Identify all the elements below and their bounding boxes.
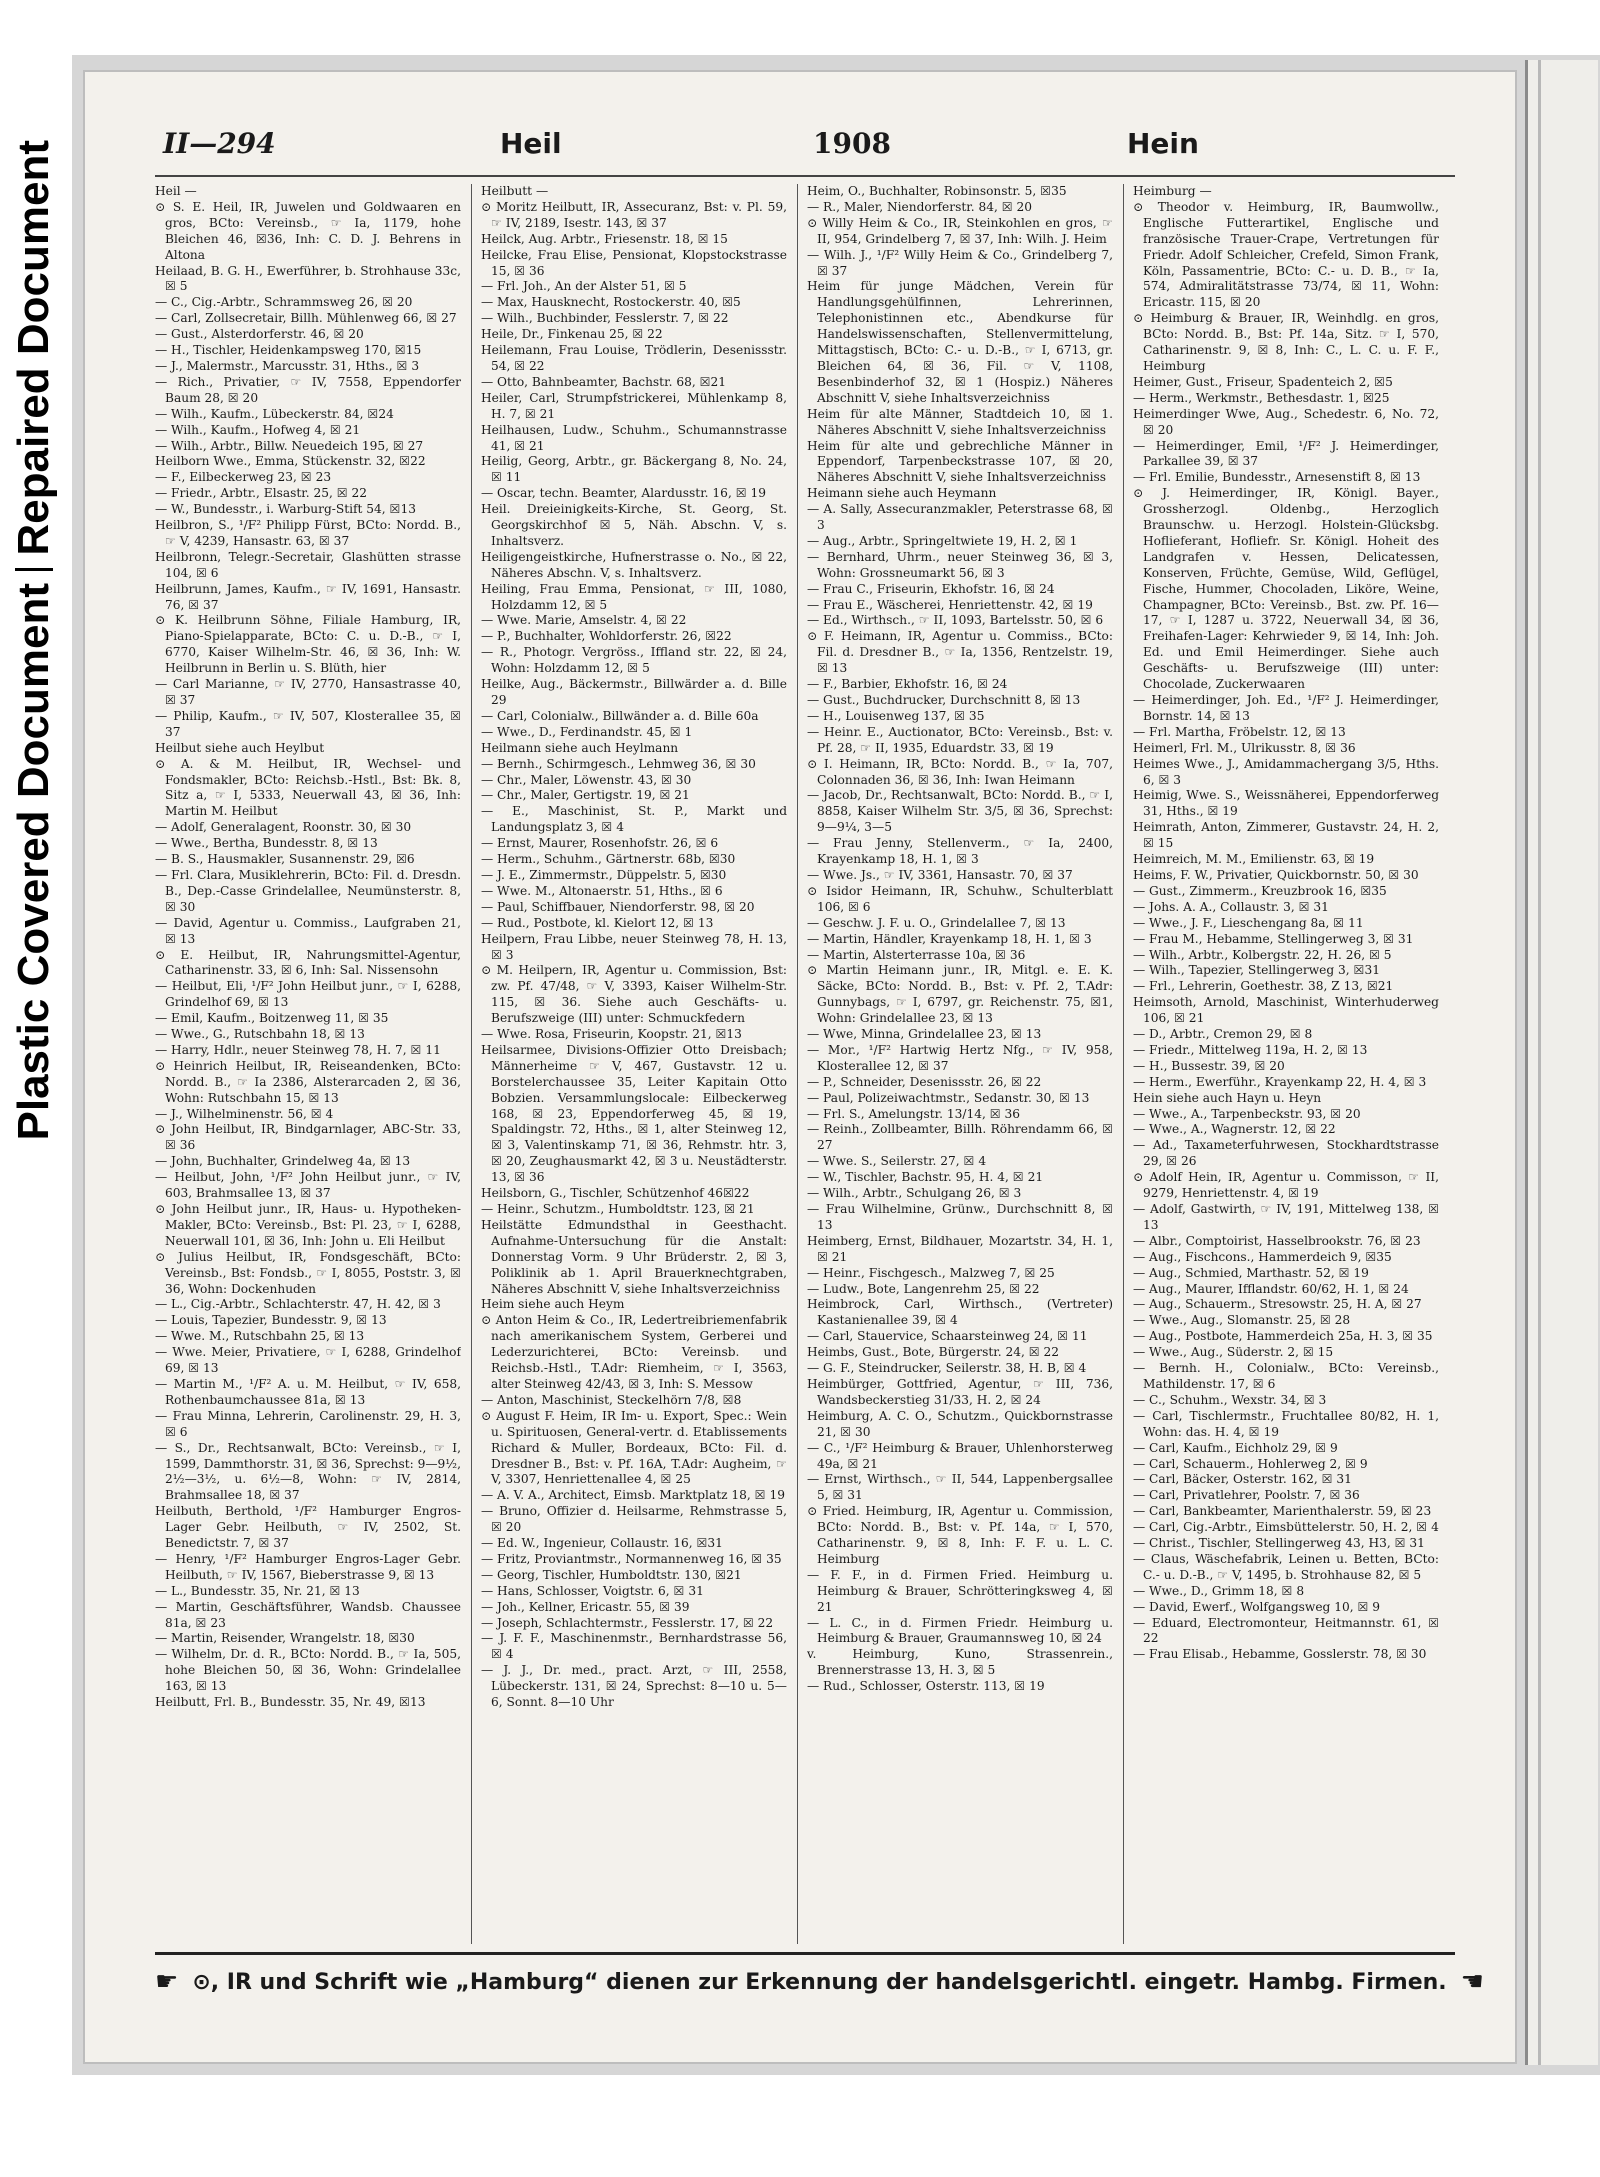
directory-entry: — Frau Jenny, Stellenverm., ☞ Ia, 2400, Krayenkamp 18, H. 1, ☒ 3 xyxy=(807,836,1113,867)
next-page-edge xyxy=(1525,60,1598,2065)
directory-entry: — Herm., Werkmstr., Bethesdastr. 1, ☒25 xyxy=(1133,390,1390,405)
directory-entry: Heile, Dr., Finkenau 25, ☒ 22 xyxy=(481,327,663,342)
directory-entry: — Wwe., Aug., Slomanstr. 25, ☒ 28 xyxy=(1133,1313,1351,1328)
directory-entry: Heimberg, Ernst, Bildhauer, Mozartstr. 34, H. 1, ☒ 21 xyxy=(807,1233,1113,1264)
directory-entry: — Wwe. M., Rutschbahn 25, ☒ 13 xyxy=(155,1329,365,1344)
directory-entry: — Gust., Zimmerm., Kreuzbrook 16, ☒35 xyxy=(1133,883,1387,898)
directory-entry: ⊙ Heinrich Heilbut, IR, Reiseandenken, BCto: Nordd. B., ☞ Ia 2386, Alsterarcaden 2, ☒ 36, Wohn: Rutschbahn 15, ☒ 13 xyxy=(155,1058,461,1105)
directory-entry: — Anton, Maschinist, Steckelhörn 7/8, ☒8 xyxy=(481,1392,742,1407)
directory-entry: — Bruno, Offizier d. Heilsarme, Rehmstrasse 5, ☒ 20 xyxy=(481,1504,787,1535)
directory-entry: — Wwe. S., Seilerstr. 27, ☒ 4 xyxy=(807,1154,987,1169)
directory-entry: — P., Schneider, Desenissstr. 26, ☒ 22 xyxy=(807,1074,1042,1089)
directory-entry: — D., Arbtr., Cremon 29, ☒ 8 xyxy=(1133,1027,1313,1042)
directory-entry: — Heimerdinger, Emil, ¹/F² J. Heimerdinger, Parkallee 39, ☒ 37 xyxy=(1133,438,1439,469)
directory-entry: — P., Buchhalter, Wohldorferstr. 26, ☒22 xyxy=(481,629,732,644)
directory-entry: — Henry, ¹/F² Hamburger Engros-Lager Gebr. Heilbuth, ☞ IV, 1567, Bieberstrasse 9, ☒ 13 xyxy=(155,1551,461,1582)
directory-entry: — Wwe., D., Grimm 18, ☒ 8 xyxy=(1133,1583,1305,1598)
directory-entry: — R., Photogr. Vergröss., Iffland str. 22, ☒ 24, Wohn: Holzdamm 12, ☒ 5 xyxy=(481,645,787,676)
directory-entry: — Carl, Bäcker, Osterstr. 162, ☒ 31 xyxy=(1133,1472,1352,1487)
directory-entry: — Ludw., Bote, Langenrehm 25, ☒ 22 xyxy=(807,1281,1040,1296)
directory-entry: — Wilh., Arbtr., Kolbergstr. 22, H. 26, ☒ 5 xyxy=(1133,947,1392,962)
directory-entry: — Gust., Buchdrucker, Durchschnitt 8, ☒ 13 xyxy=(807,693,1081,707)
directory-entry: — Chr., Maler, Löwenstr. 43, ☒ 30 xyxy=(481,772,692,787)
directory-entry: — Martin, Händler, Krayenkamp 18, H. 1, ☒ 3 xyxy=(807,931,1092,946)
directory-entry: — Herm., Schuhm., Gärtnerstr. 68b, ☒30 xyxy=(481,852,736,867)
directory-entry: — Wilh. J., ¹/F² Willy Heim & Co., Grindelberg 7, ☒ 37 xyxy=(807,247,1113,278)
directory-entry: — Carl, Privatlehrer, Poolstr. 7, ☒ 36 xyxy=(1133,1488,1360,1503)
header-rule xyxy=(155,175,1455,177)
directory-entry: — Carl, Colonialw., Billwänder a. d. Bille 60a xyxy=(481,708,759,723)
directory-entry: — W., Bundesstr., i. Warburg-Stift 54, ☒13 xyxy=(155,502,416,517)
directory-entry: Heilbutt, Frl. B., Bundesstr. 35, Nr. 49, ☒13 xyxy=(155,1695,426,1710)
directory-entry: — Wwe., J. F., Lieschengang 8a, ☒ 11 xyxy=(1133,915,1364,930)
directory-entry: — Wilh., Tapezier, Stellingerweg 3, ☒31 xyxy=(1133,963,1380,978)
directory-entry: ⊙ Martin Heimann junr., IR, Mitgl. e. E. K. Säcke, BCto: Nordd. B., Bst: v. Pf. 2, T.Adr: Gunnybags, ☞ I, 6797, gr. Reichenstr. 75, ☒1, Wohn: Grindelallee 23, ☒ 13 xyxy=(807,963,1113,1026)
directory-entry: — Wwe., Bertha, Bundesstr. 8, ☒ 13 xyxy=(155,836,378,851)
directory-entry: Heilstätte Edmundsthal in Geesthacht. Aufnahme-Untersuchung für die Anstalt: Donnerstag Vorm. 9 Uhr Brüderstr. 2, ☒ 3, Poliklinik ab 1. April Brauerknechtgraben, Näheres Abschnitt V, siehe Inhaltsverzeichniss xyxy=(481,1217,787,1296)
directory-entry: — Carl, Cig.-Arbtr., Eimsbüttelerstr. 50, H. 2, ☒ 4 xyxy=(1133,1520,1439,1535)
directory-entry: — Friedr., Mittelweg 119a, H. 2, ☒ 13 xyxy=(1133,1042,1368,1057)
directory-entry: — Emil, Kaufm., Boitzenweg 11, ☒ 35 xyxy=(155,1011,389,1026)
directory-entry: — Frau Wilhelmine, Grünw., Durchschnitt 8, ☒ 13 xyxy=(807,1202,1113,1232)
directory-entry: Hein siehe auch Hayn u. Heyn xyxy=(1133,1090,1322,1105)
directory-entry: ⊙ Theodor v. Heimburg, IR, Baumwollw., Englische Futterartikel, Englische und französische Trauer-Crape, Vertretungen für Friedr. Adolf Schleicher, Crefeld, Simon Frank, Köln, Passamentrie, BCto: C.- u. D. B., ☞ Ia, 574, Admiralitätstrasse 73/74, ☒ 11, Wohn: Ericastr. 115, ☒ 20 xyxy=(1133,199,1439,310)
directory-entry: ⊙ E. Heilbut, IR, Nahrungsmittel-Agentur, Catharinenstr. 33, ☒ 6, Inh: Sal. Nissensohn xyxy=(155,947,461,978)
directory-entry: — Wilh., Kaufm., Lübeckerstr. 84, ☒24 xyxy=(155,406,394,421)
directory-entry: — Friedr., Arbtr., Elsastr. 25, ☒ 22 xyxy=(155,486,368,501)
directory-entry: ⊙ S. E. Heil, IR, Juwelen und Goldwaaren en gros, BCto: Vereinsb., ☞ Ia, 1179, hohe Bleichen 46, ☒36, Inh: C. D. J. Behrens in Altona xyxy=(155,199,461,262)
directory-entry: — Wwe., A., Wagnerstr. 12, ☒ 22 xyxy=(1133,1122,1336,1137)
directory-entry: — Wwe. Rosa, Friseurin, Koopstr. 21, ☒13 xyxy=(481,1027,742,1042)
directory-entry: — Carl, Kaufm., Eichholz 29, ☒ 9 xyxy=(1133,1440,1338,1455)
directory-entry: Heilcke, Frau Elise, Pensionat, Klopstockstrasse 15, ☒ 36 xyxy=(481,247,787,278)
directory-entry: — F., Eilbeckerweg 23, ☒ 23 xyxy=(155,470,332,485)
directory-entry: ⊙ A. & M. Heilbut, IR, Wechsel- und Fondsmakler, BCto: Reichsb.-Hstl., Bst: Bk. 8, Sitz a, ☞ I, 5333, Neuerwall 43, ☒ 36, Inh: Martin M. Heilbut xyxy=(155,756,461,819)
directory-entry: Heilpern, Frau Libbe, neuer Steinweg 78, H. 13, ☒ 3 xyxy=(481,931,787,962)
directory-entry: Heilaad, B. G. H., Ewerführer, b. Strohhause 33c, ☒ 5 xyxy=(155,263,461,294)
directory-entry: — Carl, Stauervice, Schaarsteinweg 24, ☒ 11 xyxy=(807,1329,1088,1344)
directory-entry: — R., Maler, Niendorferstr. 84, ☒ 20 xyxy=(807,199,1033,214)
side-label-repaired: Repaired Document xyxy=(9,140,58,556)
directory-entry: — E., Maschinist, St. P., Markt und Landungsplatz 3, ☒ 4 xyxy=(481,804,787,835)
directory-entry: — Wilhelm, Dr. d. R., BCto: Nordd. B., ☞ Ia, 505, hohe Bleichen 50, ☒ 36, Wohn: Grindelallee 163, ☒ 13 xyxy=(155,1647,461,1694)
document-page xyxy=(85,72,1515,2062)
directory-entry: — A. Sally, Assecuranzmakler, Peterstrasse 68, ☒ 3 xyxy=(807,502,1113,533)
directory-entry: — Heinr., Schutzm., Humboldtstr. 123, ☒ 21 xyxy=(481,1202,755,1216)
directory-entry: — Eduard, Electromonteur, Heitmannstr. 61, ☒ 22 xyxy=(1133,1615,1439,1646)
directory-entry: — Aug., Schmied, Marthastr. 52, ☒ 19 xyxy=(1133,1265,1369,1280)
directory-entry: — Wwe., G., Rutschbahn 18, ☒ 13 xyxy=(155,1027,365,1042)
directory-entry: ⊙ M. Heilpern, IR, Agentur u. Commission, Bst: zw. Pf. 47/48, ☞ V, 3393, Kaiser Wilhelm-Str. 115, ☒ 36. Siehe auch Geschäfts- u. Berufszweige (III) unter: Schmuckfedern xyxy=(481,963,787,1026)
directory-entry: ⊙ Isidor Heimann, IR, Schuhw., Schulterblatt 106, ☒ 6 xyxy=(807,883,1113,914)
directory-entry: ⊙ Heimburg & Brauer, IR, Weinhdlg. en gros, BCto: Nordd. B., Bst: Pf. 14a, Sitz. ☞ I, 570, Catharinenstr. 9, ☒ 8, Inh: C., L. C. u. F. F., Heimburg xyxy=(1133,311,1439,373)
directory-entry: — Ed., Wirthsch., ☞ II, 1093, Bartelsstr. 50, ☒ 6 xyxy=(807,613,1104,628)
directory-entry: — Rud., Postbote, kl. Kielort 12, ☒ 13 xyxy=(481,915,714,930)
directory-entry: Heimbrock, Carl, Wirthsch., (Vertreter) Kastanienallee 39, ☒ 4 xyxy=(807,1297,1113,1328)
directory-entry: — Aug., Fischcons., Hammerdeich 9, ☒35 xyxy=(1133,1249,1392,1264)
directory-entry: — Louis, Tapezier, Bundesstr. 9, ☒ 13 xyxy=(155,1313,387,1328)
directory-entry: Heilbuth, Berthold, ¹/F² Hamburger Engros-Lager Gebr. Heilbuth, ☞ IV, 2502, St. Benedictstr. 7, ☒ 37 xyxy=(155,1504,461,1551)
directory-entry: — Mor., ¹/F² Hartwig Hertz Nfg., ☞ IV, 958, Klosterallee 12, ☒ 37 xyxy=(807,1042,1113,1073)
directory-entry: — Heinr. E., Auctionator, BCto: Vereinsb., Bst: v. Pf. 28, ☞ II, 1935, Eduardstr. 33, ☒ 19 xyxy=(807,724,1113,755)
column-divider xyxy=(797,184,798,1944)
directory-entry: Heiler, Carl, Strumpfstrickerei, Mühlenkamp 8, H. 7, ☒ 21 xyxy=(481,390,787,421)
directory-entry: Heimreich, M. M., Emilienstr. 63, ☒ 19 xyxy=(1133,852,1375,867)
directory-entry: — Frau Minna, Lehrerin, Carolinenstr. 29, H. 3, ☒ 6 xyxy=(155,1408,461,1439)
directory-entry: — Wwe., A., Tarpenbeckstr. 93, ☒ 20 xyxy=(1133,1106,1361,1121)
directory-entry: Heilbutt — xyxy=(481,184,549,198)
directory-entry: Heilemann, Frau Louise, Trödlerin, Desenissstr. 54, ☒ 22 xyxy=(481,343,787,373)
directory-entry: Heimrath, Anton, Zimmerer, Gustavstr. 24, H. 2, ☒ 15 xyxy=(1133,820,1439,851)
directory-entry: — J., Wilhelminenstr. 56, ☒ 4 xyxy=(155,1106,334,1121)
directory-entry: Heimer, Gust., Friseur, Spadenteich 2, ☒5 xyxy=(1133,374,1393,389)
column-divider xyxy=(471,184,472,1944)
directory-entry: — F., Barbier, Ekhofstr. 16, ☒ 24 xyxy=(807,677,1008,692)
directory-entry: Heimbürger, Gottfried, Agentur, ☞ III, 736, Wandsbeckerstieg 31/33, H. 2, ☒ 24 xyxy=(807,1376,1113,1407)
directory-entry: — H., Bussestr. 39, ☒ 20 xyxy=(1133,1058,1285,1073)
directory-entry: — Wwe., D., Ferdinandstr. 45, ☒ 1 xyxy=(481,724,693,739)
directory-entry: — Martin, Alsterterrasse 10a, ☒ 36 xyxy=(807,947,1026,962)
directory-entry: — Martin M., ¹/F² A. u. M. Heilbut, ☞ IV, 658, Rothenbaumchaussee 81a, ☒ 13 xyxy=(155,1376,461,1407)
side-label xyxy=(6,140,62,1240)
directory-entry: — Chr., Maler, Gertigstr. 19, ☒ 21 xyxy=(481,788,690,803)
directory-entry: — Aug., Maurer, Ifflandstr. 60/62, H. 1, ☒ 24 xyxy=(1133,1281,1409,1296)
directory-entry: Heim siehe auch Heym xyxy=(481,1297,625,1312)
directory-entry: — Wwe. Marie, Amselstr. 4, ☒ 22 xyxy=(481,613,687,628)
directory-entry: — Philip, Kaufm., ☞ IV, 507, Klosterallee 35, ☒ 37 xyxy=(155,708,461,739)
directory-entry: — Frl., Lehrerin, Goethestr. 38, Z 13, ☒21 xyxy=(1133,979,1394,994)
directory-entry: Heims, F. W., Privatier, Quickbornstr. 50, ☒ 30 xyxy=(1133,867,1419,882)
directory-entry: Heimburg — xyxy=(1133,184,1212,198)
directory-entry: — A. V. A., Architect, Eimsb. Marktplatz 18, ☒ 19 xyxy=(481,1488,785,1503)
directory-entry: — Ad., Taxameterfuhrwesen, Stockhardtstrasse 29, ☒ 26 xyxy=(1133,1138,1439,1169)
directory-entry: — Bernh., Schirmgesch., Lehmweg 36, ☒ 30 xyxy=(481,756,756,771)
directory-entry: — Fritz, Proviantmstr., Normannenweg 16, ☒ 35 xyxy=(481,1551,782,1566)
directory-entry: — Oscar, techn. Beamter, Alardusstr. 16, ☒ 19 xyxy=(481,486,766,501)
directory-entry: Heilmann siehe auch Heylmann xyxy=(481,740,679,755)
directory-entry: — H., Louisenweg 137, ☒ 35 xyxy=(807,708,985,723)
directory-entry: — Reinh., Zollbeamter, Billh. Röhrendamm 66, ☒ 27 xyxy=(807,1122,1113,1153)
directory-entry: — Carl Marianne, ☞ IV, 2770, Hansastrasse 40, ☒ 37 xyxy=(155,677,461,707)
header-right-word: Hein xyxy=(1127,127,1199,160)
directory-entry: Heilborn Wwe., Emma, Stückenstr. 32, ☒22 xyxy=(155,454,426,469)
directory-entry: Heilbronn, Telegr.-Secretair, Glashütten strasse 104, ☒ 6 xyxy=(155,549,461,580)
directory-entry: Heiligengeistkirche, Hufnerstrasse o. No., ☒ 22, Näheres Abschn. V, s. Inhaltsverz. xyxy=(481,549,787,580)
directory-entry: ⊙ August F. Heim, IR Im- u. Export, Spec.: Wein u. Spirituosen, General-vertr. d. Etablissements Richard & Muller, Bordeaux, BCto: Fil. d. Dresdner B., Bst: v. Pf. 16A, T.Adr: Augheim, ☞ V, 3307, Henriettenallee 4, ☒ 25 xyxy=(481,1408,787,1487)
directory-entry: — F. F., in d. Firmen Fried. Heimburg u. Heimburg & Brauer, Schrötteringksweg 4, ☒ 21 xyxy=(807,1567,1113,1614)
directory-entry: — C., Schuhm., Wexstr. 34, ☒ 3 xyxy=(1133,1392,1327,1407)
directory-entry: — Georg, Tischler, Humboldtstr. 130, ☒21 xyxy=(481,1567,742,1582)
directory-entry: — Herm., Ewerführ., Krayenkamp 22, H. 4, ☒ 3 xyxy=(1133,1074,1427,1089)
page-header xyxy=(155,127,1455,167)
directory-entry: — Ernst, Wirthsch., ☞ II, 544, Lappenbergsallee 5, ☒ 31 xyxy=(807,1472,1113,1503)
directory-entry: Heilbut siehe auch Heylbut xyxy=(155,740,325,755)
directory-entry: — Joseph, Schlachtermstr., Fesslerstr. 17, ☒ 22 xyxy=(481,1615,774,1630)
directory-entry: — Frau Elisab., Hebamme, Gosslerstr. 78, ☒ 30 xyxy=(1133,1647,1427,1662)
directory-entry: — Frau M., Hebamme, Stellingerweg 3, ☒ 31 xyxy=(1133,931,1414,946)
directory-entry: — Aug., Arbtr., Springeltwiete 19, H. 2, ☒ 1 xyxy=(807,533,1078,548)
directory-entry: — John, Buchhalter, Grindelweg 4a, ☒ 13 xyxy=(155,1154,411,1169)
directory-entry: — G. F., Steindrucker, Seilerstr. 38, H. B, ☒ 4 xyxy=(807,1361,1087,1376)
directory-entry: ⊙ J. Heimerdinger, IR, Königl. Bayer., Grossherzogl. Oldenbg., Herzoglich Braunschw. u. Herzogl. Holstein-Glücksbg. Hoflieferant, Hofliefr. Sr. Königl. Hoheit des Landgrafen v. Hessen, Delicatessen, Konserven, Früchte, Gemüse, Wild, Geflügel, Fische, Hummer, Chocoladen, Liköre, Weine, Champagner, BCto: Vereinsb., Bst. zw. Pf. 16—17, ☞ I, 1287 u. 3722, Neuerwall 34, ☒ 36, Freihafen-Lager: Kehrwieder 9, ☒ 14, Inh: Joh. Ed. und Emil Heimerdinger. Siehe auch Geschäfts- u. Berufszweige (III) unter: Chocolade, Zuckerwaaren xyxy=(1133,486,1439,692)
column-divider xyxy=(1123,184,1124,1944)
directory-entry: — Christ., Tischler, Stellingerweg 43, H3, ☒ 31 xyxy=(1133,1536,1425,1551)
directory-entry: — Aug., Postbote, Hammerdeich 25a, H. 3, ☒ 35 xyxy=(1133,1329,1433,1344)
directory-entry: — J. E., Zimmermstr., Düppelstr. 5, ☒30 xyxy=(481,867,727,882)
directory-entry: Heilig, Georg, Arbtr., gr. Bäckergang 8, No. 24, ☒ 11 xyxy=(481,454,787,485)
directory-entry: — Rud., Schlosser, Osterstr. 113, ☒ 19 xyxy=(807,1679,1045,1694)
directory-entry: Heilbron, S., ¹/F² Philipp Fürst, BCto: Nordd. B., ☞ V, 4239, Hansastr. 63, ☒ 37 xyxy=(155,518,461,548)
directory-entry: — Max, Hausknecht, Rostockerstr. 40, ☒5 xyxy=(481,295,741,310)
directory-entry: ⊙ K. Heilbrunn Söhne, Filiale Hamburg, IR, Piano-Spielapparate, BCto: C. u. D.-B., ☞ I, 6770, Kaiser Wilhelm-Str. 46, ☒ 36, Inh: W. Heilbrunn in Berlin u. S. Blüth, hier xyxy=(155,613,461,676)
directory-entry: Heim für alte Männer, Stadtdeich 10, ☒ 1. Näheres Abschnitt V, siehe Inhaltsverzeichniss xyxy=(807,406,1113,437)
directory-entry: Heiling, Frau Emma, Pensionat, ☞ III, 1080, Holzdamm 12, ☒ 5 xyxy=(481,581,787,612)
directory-entry: — Wwe, Minna, Grindelallee 23, ☒ 13 xyxy=(807,1027,1042,1042)
directory-entry: — Harry, Hdlr., neuer Steinweg 78, H. 7, ☒ 11 xyxy=(155,1042,441,1057)
side-label-separator xyxy=(15,568,53,571)
directory-entry: — L., Cig.-Arbtr., Schlachterstr. 47, H. 42, ☒ 3 xyxy=(155,1297,441,1312)
directory-entry: — L., Bundesstr. 35, Nr. 21, ☒ 13 xyxy=(155,1583,360,1598)
directory-entry: — Claus, Wäschefabrik, Leinen u. Betten, BCto: C.- u. D.-B., ☞ V, 1495, b. Strohhause 82, ☒ 5 xyxy=(1133,1551,1439,1582)
directory-entry: — Adolf, Gastwirth, ☞ IV, 191, Mittelweg 138, ☒ 13 xyxy=(1133,1202,1439,1232)
directory-entry: — J., Malermstr., Marcusstr. 31, Hths., ☒ 3 xyxy=(155,358,420,373)
footer-rule xyxy=(155,1952,1455,1955)
directory-entry: ⊙ Anton Heim & Co., IR, Ledertreibriemenfabrik nach amerikanischem System, Gerberei und Lederzurichterei, BCto: Vereinsb. und Reichsb.-Hstl., T.Adr: Riemheim, ☞ I, 3563, alter Steinweg 42/43, ☒ 3, Inh: S. Messow xyxy=(481,1313,787,1391)
directory-entry: — Otto, Bahnbeamter, Bachstr. 68, ☒21 xyxy=(481,374,727,389)
directory-entry: Heimig, Wwe. S., Weissnäherei, Eppendorferweg 31, Hths., ☒ 19 xyxy=(1133,788,1439,819)
footer-note: ⊙, IR und Schrift wie „Hamburg“ dienen zur Erkennung der handelsgerichtl. eingetr. Hambg. Firmen. xyxy=(192,1969,1447,1995)
directory-entry: — Rich., Privatier, ☞ IV, 7558, Eppendorfer Baum 28, ☒ 20 xyxy=(155,374,461,405)
directory-entry: — Wilh., Arbtr., Schulgang 26, ☒ 3 xyxy=(807,1186,1022,1201)
page-footer xyxy=(155,1965,1484,1999)
column-1 xyxy=(155,184,461,1944)
directory-entry: — Heilbut, John, ¹/F² John Heilbut junr., ☞ IV, 603, Brahmsallee 13, ☒ 37 xyxy=(155,1170,461,1201)
directory-entry: — Heinr., Fischgesch., Malzweg 7, ☒ 25 xyxy=(807,1265,1055,1280)
directory-entry: — Carl, Zollsecretair, Billh. Mühlenweg 66, ☒ 27 xyxy=(155,311,457,326)
directory-entry: Heilck, Aug. Arbtr., Friesenstr. 18, ☒ 15 xyxy=(481,231,728,246)
column-4 xyxy=(1133,184,1439,1944)
directory-entry: — Wilh., Kaufm., Hofweg 4, ☒ 21 xyxy=(155,422,361,437)
directory-entry: — Gust., Alsterdorferstr. 46, ☒ 20 xyxy=(155,327,364,342)
directory-entry: — Joh., Kellner, Ericastr. 55, ☒ 39 xyxy=(481,1599,690,1614)
directory-entry: Heimes Wwe., J., Amidammachergang 3/5, Hths. 6, ☒ 3 xyxy=(1133,756,1439,787)
directory-entry: — Carl, Tischlermstr., Fruchtallee 80/82, H. 1, Wohn: das. H. 4, ☒ 19 xyxy=(1133,1408,1439,1439)
directory-entry: Heilsborn, G., Tischler, Schützenhof 46☒22 xyxy=(481,1186,750,1201)
directory-entry: — Carl, Bankbeamter, Marienthalerstr. 59, ☒ 23 xyxy=(1133,1504,1432,1519)
directory-entry: — J. J., Dr. med., pract. Arzt, ☞ III, 2558, Lübeckerstr. 131, ☒ 24, Sprechst: 8—10 u. 5—6, Sonnt. 8—10 Uhr xyxy=(481,1663,787,1710)
directory-entry: — Hans, Schlosser, Voigtstr. 6, ☒ 31 xyxy=(481,1583,704,1598)
column-3 xyxy=(807,184,1113,1944)
directory-entry: ⊙ John Heilbut junr., IR, Haus- u. Hypotheken-Makler, BCto: Vereinsb., Bst: Pl. 23, ☞ I, 6288, Neuerwall 101, ☒ 36, Inh: John u. Eli Heilbut xyxy=(155,1202,461,1248)
directory-entry: — Heilbut, Eli, ¹/F² John Heilbut junr., ☞ I, 6288, Grindelhof 69, ☒ 13 xyxy=(155,979,461,1010)
directory-entry: Heimburg, A. C. O., Schutzm., Quickbornstrasse 21, ☒ 30 xyxy=(807,1408,1113,1439)
directory-entry: — S., Dr., Rechtsanwalt, BCto: Vereinsb., ☞ I, 1599, Dammthorstr. 31, ☒ 36, Sprechst: 9—9½, 2½—3½, u. 6½—8, Wohn: ☞ IV, 2814, Brahmsallee 18, ☒ 37 xyxy=(155,1440,461,1503)
directory-entry: — Paul, Polizeiwachtmstr., Sedanstr. 30, ☒ 13 xyxy=(807,1090,1090,1105)
directory-entry: — Frl. Emilie, Bundesstr., Arnesenstift 8, ☒ 13 xyxy=(1133,470,1421,485)
directory-entry: Heilbrunn, James, Kaufm., ☞ IV, 1691, Hansastr. 76, ☒ 37 xyxy=(155,581,461,612)
directory-entry: Heilhausen, Ludw., Schuhm., Schumannstrasse 41, ☒ 21 xyxy=(481,422,787,453)
directory-entry: — David, Agentur u. Commiss., Laufgraben 21, ☒ 13 xyxy=(155,915,461,946)
directory-entry: — Carl, Schauerm., Hohlerweg 2, ☒ 9 xyxy=(1133,1456,1368,1471)
directory-entry: — Frl. Joh., An der Alster 51, ☒ 5 xyxy=(481,279,687,294)
directory-entry: — C., Cig.-Arbtr., Schrammsweg 26, ☒ 20 xyxy=(155,295,413,310)
directory-entry: Heil. Dreieinigkeits-Kirche, St. Georg, St. Georgskirchhof ☒ 5, Näh. Abschn. V, s. Inhaltsverz. xyxy=(481,502,787,548)
directory-entry: — H., Tischler, Heidenkampsweg 170, ☒15 xyxy=(155,343,422,358)
directory-entry: — Wwe. M., Altonaerstr. 51, Hths., ☒ 6 xyxy=(481,883,723,898)
pointing-hand-icon: ☚ xyxy=(1460,1967,1484,1997)
directory-entry: Heim für junge Mädchen, Verein für Handlungsgehülfinnen, Lehrerinnen, Telephonistinnen etc., Abendkurse für Handelswissenschaften, Stellenvermittelung, Mittagstisch, BCto: C.- u. D.-B., ☞ I, 6713, gr. Bleichen 64, ☒ 36, Fil. ☞ V, 1108, Besenbinderhof 32, ☒ 1 (Hospiz.) Näheres Abschnitt V, siehe Inhaltsverzeichniss xyxy=(807,279,1113,405)
directory-entry: — Bernhard, Uhrm., neuer Steinweg 36, ☒ 3, Wohn: Grossneumarkt 56, ☒ 3 xyxy=(807,549,1113,580)
directory-entry: — Wilh., Buchbinder, Fesslerstr. 7, ☒ 22 xyxy=(481,311,729,326)
directory-entry: ⊙ Julius Heilbut, IR, Fondsgeschäft, BCto: Vereinsb., Bst: Fondsb., ☞ I, 8055, Poststr. 3, ☒ 36, Wohn: Dockenhuden xyxy=(155,1249,461,1296)
directory-entry: — Bernh. H., Colonialw., BCto: Vereinsb., Mathildenstr. 17, ☒ 6 xyxy=(1133,1361,1439,1391)
directory-entry: — Wwe., Aug., Süderstr. 2, ☒ 15 xyxy=(1133,1345,1334,1360)
directory-entry: Heimerdinger Wwe, Aug., Schedestr. 6, No. 72, ☒ 20 xyxy=(1133,406,1439,437)
directory-entry: — J. F. F., Maschinenmstr., Bernhardstrasse 56, ☒ 4 xyxy=(481,1631,787,1662)
directory-entry: — Frl. S., Amelungstr. 13/14, ☒ 36 xyxy=(807,1106,1021,1121)
directory-entry: Heil — xyxy=(155,184,197,198)
directory-entry: — Wwe. Meier, Privatiere, ☞ I, 6288, Grindelhof 69, ☒ 13 xyxy=(155,1345,461,1376)
directory-entry: — C., ¹/F² Heimburg & Brauer, Uhlenhorsterweg 49a, ☒ 21 xyxy=(807,1440,1113,1471)
directory-entry: — Johs. A. A., Collaustr. 3, ☒ 31 xyxy=(1133,899,1329,914)
directory-entry: Heimann siehe auch Heymann xyxy=(807,486,997,501)
directory-entry: — L. C., in d. Firmen Friedr. Heimburg u. Heimburg & Brauer, Graumannsweg 10, ☒ 24 xyxy=(807,1615,1113,1646)
directory-entry: Heim für alte und gebrechliche Männer in Eppendorf, Tarpenbeckstrasse 107, ☒ 20, Näheres Abschnitt V, siehe Inhaltsverzeichniss xyxy=(807,438,1113,485)
directory-entry: — W., Tischler, Bachstr. 95, H. 4, ☒ 21 xyxy=(807,1170,1044,1185)
directory-entry: — Frl. Martha, Fröbelstr. 12, ☒ 13 xyxy=(1133,724,1346,739)
directory-entry: — Wwe. Js., ☞ IV, 3361, Hansastr. 70, ☒ 37 xyxy=(807,867,1073,882)
pointing-hand-icon: ☛ xyxy=(155,1967,179,1997)
directory-entry: ⊙ I. Heimann, IR, BCto: Nordd. B., ☞ Ia, 707, Colonnaden 36, ☒ 36, Inh: Iwan Heimann xyxy=(807,756,1113,787)
directory-entry: — B. S., Hausmakler, Susannenstr. 29, ☒6 xyxy=(155,852,415,867)
directory-entry: — Ed. W., Ingenieur, Collaustr. 16, ☒31 xyxy=(481,1536,723,1551)
directory-entry: ⊙ John Heilbut, IR, Bindgarnlager, ABC-Str. 33, ☒ 36 xyxy=(155,1122,461,1153)
directory-entry: Heimerl, Frl. M., Ulrikusstr. 8, ☒ 36 xyxy=(1133,740,1356,755)
side-label-plastic: Plastic Covered Document xyxy=(9,582,58,1141)
directory-entry: — Geschw. J. F. u. O., Grindelallee 7, ☒ 13 xyxy=(807,915,1066,930)
directory-entry: Heilsarmee, Divisions-Offizier Otto Dreisbach; Männerheime ☞ V, 467, Gustavstr. 12 u. Borstelerchaussee 35, Leiter Kapitain Otto Bobzien. Versammlungslocale: Eilbeckerweg 168, ☒ 23, Eppendorferweg 45, ☒ 19, Spaldingstr. 72, Hths., ☒ 1, alter Steinweg 12, ☒ 3, Valentinskamp 71, ☒ 36, Rehmstr. htr. 3, ☒ 20, Zeughausmarkt 42, ☒ 3 u. Neustädterstr. 13, ☒ 36 xyxy=(481,1042,787,1185)
directory-entry: — Ernst, Maurer, Rosenhofstr. 26, ☒ 6 xyxy=(481,836,719,851)
directory-entry: Heimsoth, Arnold, Maschinist, Winterhuderweg 106, ☒ 21 xyxy=(1133,995,1439,1026)
directory-entry: ⊙ Willy Heim & Co., IR, Steinkohlen en gros, ☞ II, 954, Grindelberg 7, ☒ 37, Inh: Wilh. J. Heim xyxy=(807,215,1113,246)
directory-entry: — Martin, Reisender, Wrangelstr. 18, ☒30 xyxy=(155,1631,415,1646)
page-number: II—294 xyxy=(163,127,276,160)
directory-entry: ⊙ F. Heimann, IR, Agentur u. Commiss., BCto: Fil. d. Dresdner B., ☞ Ia, 1356, Rentzelstr. 19, ☒ 13 xyxy=(807,629,1113,676)
directory-entry: — Aug., Schauerm., Stresowstr. 25, H. A, ☒ 27 xyxy=(1133,1297,1422,1312)
directory-entry: ⊙ Moritz Heilbutt, IR, Assecuranz, Bst: v. Pl. 59, ☞ IV, 2189, Isestr. 143, ☒ 37 xyxy=(481,199,787,230)
directory-entry: — Adolf, Generalagent, Roonstr. 30, ☒ 30 xyxy=(155,820,412,835)
directory-entry: — Jacob, Dr., Rechtsanwalt, BCto: Nordd. B., ☞ I, 8858, Kaiser Wilhelm Str. 3/5, ☒ 36, Sprechst: 9—9¼, 3—5 xyxy=(807,788,1113,835)
directory-entry: — Frau C., Friseurin, Ekhofstr. 16, ☒ 24 xyxy=(807,581,1055,596)
directory-entry: — Martin, Geschäftsführer, Wandsb. Chaussee 81a, ☒ 23 xyxy=(155,1599,461,1630)
directory-columns xyxy=(155,184,1455,1944)
directory-entry: — Wilh., Arbtr., Billw. Neuedeich 195, ☒ 27 xyxy=(155,438,424,453)
directory-entry: — Albr., Comptoirist, Hasselbrookstr. 76, ☒ 23 xyxy=(1133,1233,1421,1248)
directory-entry: — Frau E., Wäscherei, Henriettenstr. 42, ☒ 19 xyxy=(807,597,1093,612)
directory-entry: — Heimerdinger, Joh. Ed., ¹/F² J. Heimerdinger, Bornstr. 14, ☒ 13 xyxy=(1133,693,1439,723)
directory-entry: Heimbs, Gust., Bote, Bürgerstr. 24, ☒ 22 xyxy=(807,1345,1060,1360)
directory-entry: v. Heimburg, Kuno, Strassenrein., Brennerstrasse 13, H. 3, ☒ 5 xyxy=(807,1647,1113,1678)
directory-entry: ⊙ Adolf Hein, IR, Agentur u. Commisson, ☞ II, 9279, Henriettenstr. 4, ☒ 19 xyxy=(1133,1170,1439,1201)
header-left-word: Heil xyxy=(500,127,562,160)
directory-entry: — Paul, Schiffbauer, Niendorferstr. 98, ☒ 20 xyxy=(481,899,755,914)
directory-entry: — Frl. Clara, Musiklehrerin, BCto: Fil. d. Dresdn. B., Dep.-Casse Grindelallee, Neumünsterstr. 8, ☒ 30 xyxy=(155,867,461,914)
directory-entry: Heilke, Aug., Bäckermstr., Billwärder a. d. Bille 29 xyxy=(481,677,787,707)
directory-entry: Heim, O., Buchhalter, Robinsonstr. 5, ☒35 xyxy=(807,184,1067,198)
column-2 xyxy=(481,184,787,1944)
header-year: 1908 xyxy=(813,127,891,160)
directory-entry: — David, Ewerf., Wolfgangsweg 10, ☒ 9 xyxy=(1133,1599,1381,1614)
directory-entry: ⊙ Fried. Heimburg, IR, Agentur u. Commission, BCto: Nordd. B., Bst: v. Pf. 14a, ☞ I, 570, Catharinenstr. 9, ☒ 8, Inh: F. F. u. L. C. Heimburg xyxy=(807,1504,1113,1566)
